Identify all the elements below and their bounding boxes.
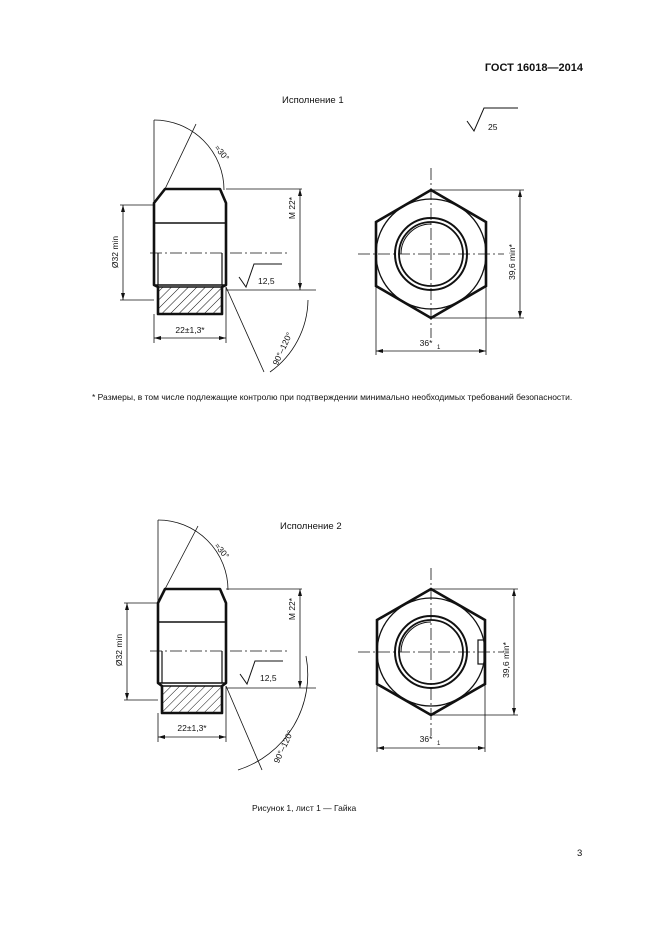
svg-text:12,5: 12,5	[258, 276, 275, 286]
svg-text:≈30°: ≈30°	[212, 540, 232, 561]
variant-2-top-view	[358, 568, 518, 752]
svg-text:M 22*: M 22*	[287, 196, 297, 220]
variant-2-title: Исполнение 2	[280, 521, 342, 532]
variant-1-title: Исполнение 1	[282, 95, 344, 106]
variant-1-side-view	[110, 120, 316, 372]
document-code: ГОСТ 16018—2014	[484, 62, 583, 74]
svg-text:25: 25	[488, 122, 498, 132]
variant-1-top-view	[358, 168, 524, 355]
svg-text:Ø32 min: Ø32 min	[110, 235, 120, 269]
variant-2-side-view	[114, 520, 316, 770]
svg-text:Ø32 min: Ø32 min	[114, 633, 124, 667]
svg-text:36*: 36*	[419, 734, 433, 744]
svg-text:22±1,3*: 22±1,3*	[177, 723, 207, 733]
svg-text:12,5: 12,5	[260, 673, 277, 683]
figure-caption: Рисунок 1, лист 1 — Гайка	[252, 803, 357, 813]
svg-text:1: 1	[437, 345, 441, 351]
svg-text:M 22*: M 22*	[287, 597, 297, 621]
svg-text:22±1,3*: 22±1,3*	[175, 325, 205, 335]
footnote: * Размеры, в том числе подлежащие контролю при подтверждении минимально необходимых требований безопасности.	[92, 392, 573, 402]
page-number: 3	[577, 848, 583, 859]
svg-text:90°–120°: 90°–120°	[271, 728, 296, 765]
svg-text:36*: 36*	[419, 338, 433, 348]
general-roughness-symbol	[467, 108, 518, 132]
svg-text:1: 1	[437, 741, 441, 747]
svg-text:39,6 min*: 39,6 min*	[501, 642, 511, 678]
svg-text:90°–120°: 90°–120°	[270, 330, 295, 367]
svg-text:≈30°: ≈30°	[212, 142, 232, 163]
svg-text:39,6 min*: 39,6 min*	[507, 244, 517, 280]
